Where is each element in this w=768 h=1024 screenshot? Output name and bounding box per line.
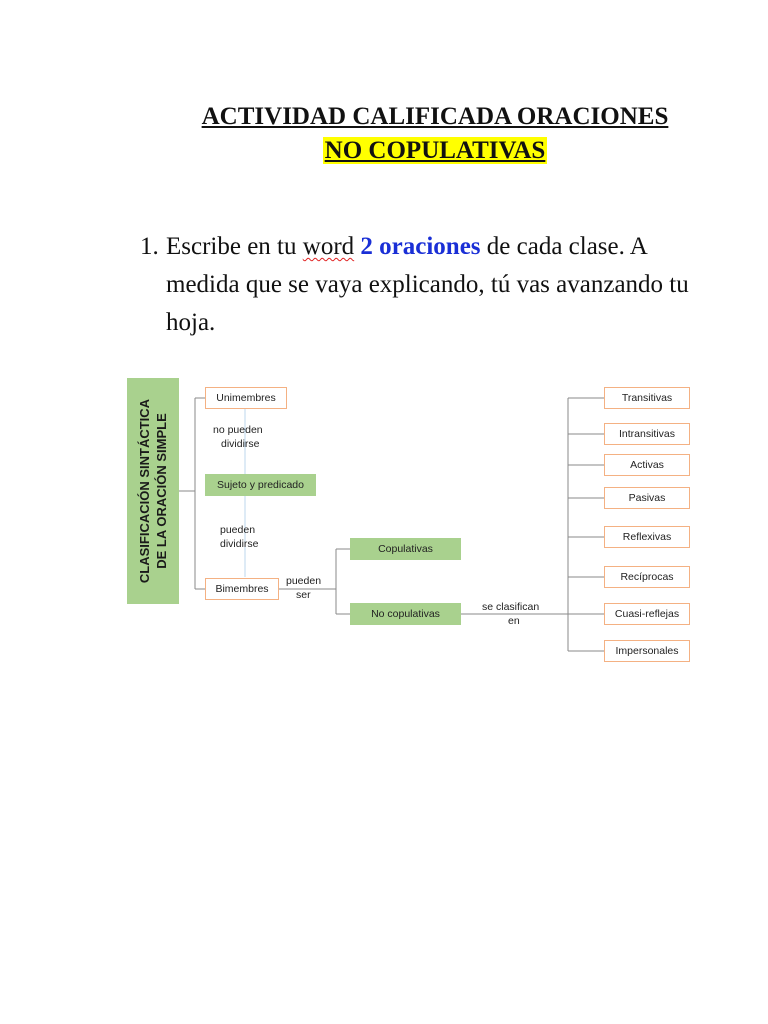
type-reciprocas: Recíprocas xyxy=(604,566,690,588)
node-copulativas: Copulativas xyxy=(350,538,461,560)
spellcheck-word: word xyxy=(302,233,355,260)
node-unimembres: Unimembres xyxy=(205,387,287,409)
node-no-copulativas: No copulativas xyxy=(350,603,461,625)
diagram-sidebar xyxy=(127,378,179,604)
sidebar-line-2: DE LA ORACIÓN SIMPLE xyxy=(154,413,170,569)
label-no-pueden: no pueden dividirse xyxy=(213,424,263,450)
type-pasivas: Pasivas xyxy=(604,487,690,509)
label-pueden-dividirse: pueden dividirse xyxy=(220,524,259,550)
node-bimembres: Bimembres xyxy=(205,578,279,600)
highlight-text: 2 oraciones xyxy=(360,233,481,260)
label-se-clasifican: se clasifican en xyxy=(482,601,540,627)
label-pueden-ser: pueden ser xyxy=(286,575,322,601)
instruction-number: 1. xyxy=(140,233,159,260)
type-transitivas: Transitivas xyxy=(604,387,690,409)
type-activas: Activas xyxy=(604,454,690,476)
type-intransitivas: Intransitivas xyxy=(604,423,690,445)
node-sujeto-predicado: Sujeto y predicado xyxy=(205,474,316,496)
instruction-text: Escribe en tu word 2 oraciones de cada clase. A medida que se vaya explicando, tú vas avanzando tu hoja. xyxy=(166,233,689,336)
type-impersonales: Impersonales xyxy=(604,640,690,662)
title-line-2: NO COPULATIVAS xyxy=(324,137,546,164)
type-cuasi-reflejas: Cuasi-reflejas xyxy=(604,603,690,625)
type-reflexivas: Reflexivas xyxy=(604,526,690,548)
sidebar-line-1: CLASIFICACIÓN SINTÁCTICA xyxy=(137,398,153,584)
title-line-1: ACTIVIDAD CALIFICADA ORACIONES xyxy=(201,103,669,130)
